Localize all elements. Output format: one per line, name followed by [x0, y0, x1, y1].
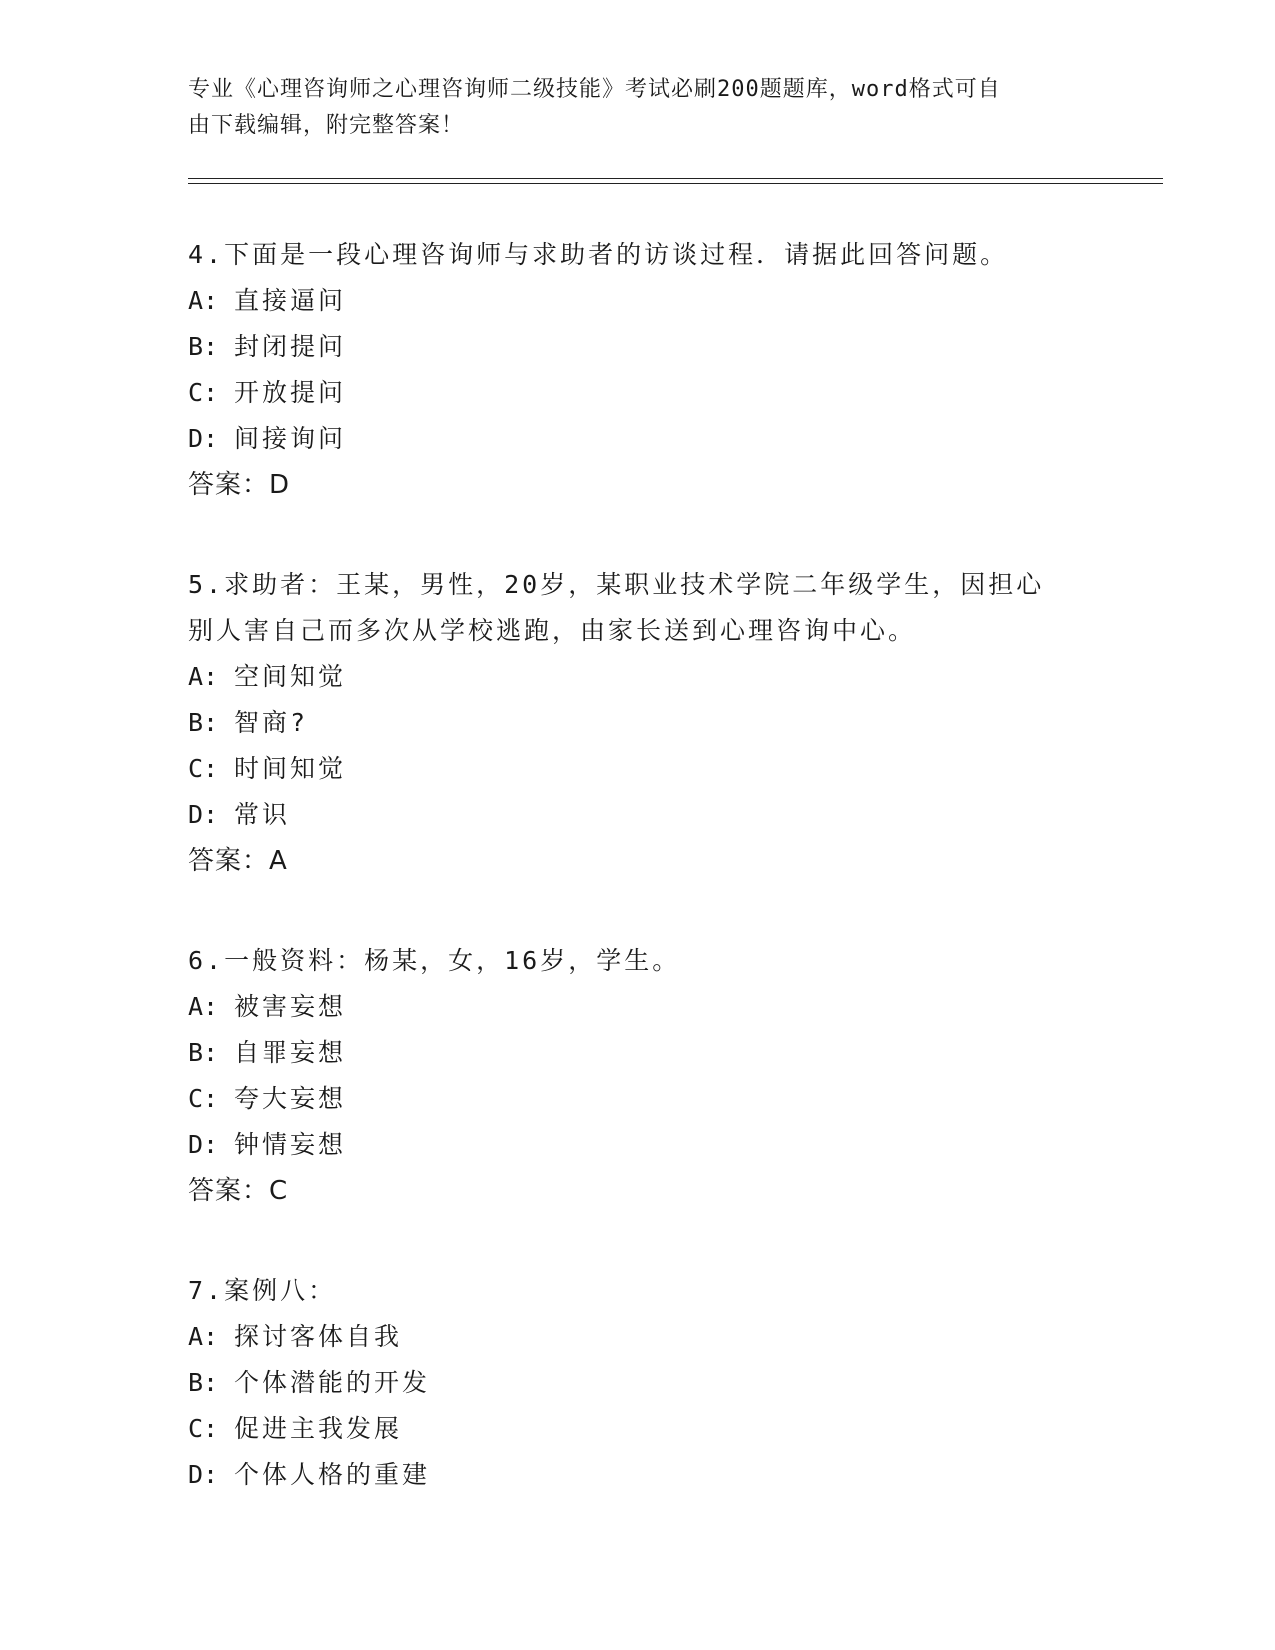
option-text: 智商?	[234, 708, 309, 737]
header-divider-bottom	[188, 183, 1163, 184]
option-letter: B:	[188, 1368, 219, 1397]
answer-line: 答案：A	[188, 846, 288, 876]
question-stem: 6.一般资料：杨某，女，16岁，学生。	[188, 946, 681, 975]
question-5	[188, 562, 1068, 884]
option-letter: C:	[188, 1414, 219, 1443]
option-text: 空间知觉	[234, 662, 347, 691]
option-b	[188, 1030, 1068, 1076]
option-c	[188, 746, 1068, 792]
option-text: 个体潜能的开发	[234, 1368, 431, 1397]
option-a	[188, 654, 1068, 700]
option-letter: A:	[188, 1322, 219, 1351]
option-letter: B:	[188, 332, 219, 361]
option-text: 钟情妄想	[234, 1130, 347, 1159]
option-b	[188, 700, 1068, 746]
option-c	[188, 1076, 1068, 1122]
option-text: 夸大妄想	[234, 1084, 347, 1113]
option-c	[188, 1406, 1068, 1452]
option-text: 探讨客体自我	[234, 1322, 403, 1351]
question-6	[188, 938, 1068, 1214]
option-letter: C:	[188, 378, 219, 407]
option-d	[188, 416, 1068, 462]
header-divider-top	[188, 178, 1163, 179]
option-text: 促进主我发展	[234, 1414, 403, 1443]
option-d	[188, 1452, 1068, 1498]
option-letter: D:	[188, 1460, 219, 1489]
question-4	[188, 232, 1068, 508]
header-title-line-1: 专业《心理咨询师之心理咨询师二级技能》考试必刷200题题库，word格式可自	[188, 77, 1001, 102]
option-b	[188, 1360, 1068, 1406]
option-a	[188, 278, 1068, 324]
option-letter: D:	[188, 800, 219, 829]
header-title-line-2: 由下载编辑，附完整答案！	[188, 113, 465, 138]
option-text: 被害妄想	[234, 992, 347, 1021]
option-a	[188, 984, 1068, 1030]
option-text: 开放提问	[234, 378, 347, 407]
option-letter: A:	[188, 662, 219, 691]
question-stem: 7.案例八：	[188, 1276, 337, 1305]
option-d	[188, 1122, 1068, 1168]
question-stem: 4.下面是一段心理咨询师与求助者的访谈过程．请据此回答问题。	[188, 240, 1009, 269]
option-letter: D:	[188, 424, 219, 453]
option-text: 封闭提问	[234, 332, 347, 361]
option-d	[188, 792, 1068, 838]
option-text: 自罪妄想	[234, 1038, 347, 1067]
question-7	[188, 1268, 1068, 1498]
option-text: 直接逼问	[234, 286, 347, 315]
option-letter: D:	[188, 1130, 219, 1159]
option-c	[188, 370, 1068, 416]
option-letter: C:	[188, 754, 219, 783]
option-b	[188, 324, 1068, 370]
option-letter: A:	[188, 992, 219, 1021]
option-letter: C:	[188, 1084, 219, 1113]
option-a	[188, 1314, 1068, 1360]
option-letter: B:	[188, 708, 219, 737]
option-text: 常识	[234, 800, 291, 829]
answer-line: 答案：D	[188, 470, 291, 500]
option-text: 时间知觉	[234, 754, 347, 783]
question-stem: 5.求助者：王某，男性，20岁，某职业技术学院二年级学生，因担心别人害自己而多次从学校逃跑，由家长送到心理咨询中心。	[188, 570, 1045, 645]
option-letter: A:	[188, 286, 219, 315]
document-header	[188, 72, 1068, 144]
answer-line: 答案：C	[188, 1176, 289, 1206]
option-text: 间接询问	[234, 424, 347, 453]
question-list	[188, 232, 1068, 1552]
option-text: 个体人格的重建	[234, 1460, 431, 1489]
option-letter: B:	[188, 1038, 219, 1067]
